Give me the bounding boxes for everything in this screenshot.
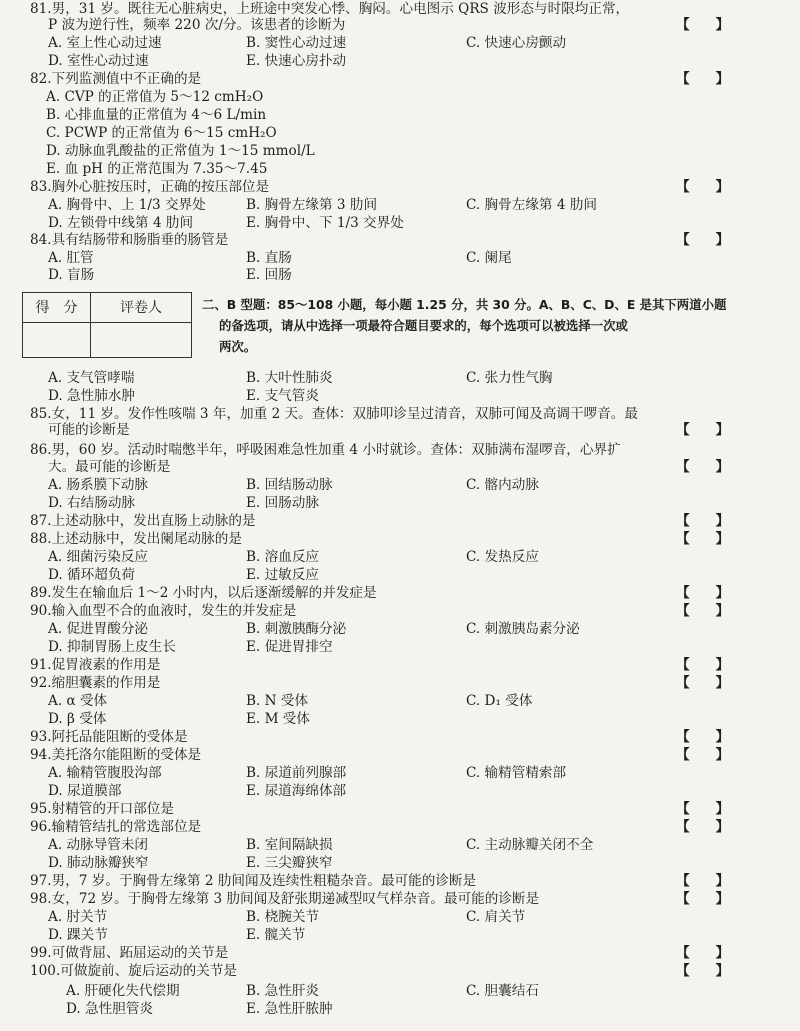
options-row <box>0 494 800 512</box>
option-b: B. 刺激胰酶分泌 <box>246 621 347 637</box>
section-2-header <box>202 294 758 357</box>
answer-bracket[interactable]: 【】 <box>676 603 756 619</box>
option-e: E. 胸骨中、下 1/3 交界处 <box>246 215 404 231</box>
options-row <box>0 214 800 232</box>
answer-bracket[interactable]: 【】 <box>676 71 756 87</box>
options-row <box>0 982 800 1000</box>
option-c: C. 胆囊结石 <box>466 983 539 999</box>
answer-bracket[interactable]: 【】 <box>676 963 756 979</box>
question-stem: 89.发生在输血后 1～2 小时内，以后逐渐缓解的并发症是 <box>30 585 377 601</box>
option-c: C. 发热反应 <box>466 549 539 565</box>
answer-bracket[interactable]: 【】 <box>676 819 756 835</box>
options-row <box>0 548 800 566</box>
option-e: E. 快速心房扑动 <box>246 53 347 69</box>
option-row <box>0 106 800 124</box>
question-93 <box>0 728 800 746</box>
options-row <box>0 908 800 926</box>
options-row <box>0 196 800 214</box>
question-86 <box>0 441 800 459</box>
question-stem: 90.输入血型不合的血液时，发生的并发症是 <box>30 603 297 619</box>
options-row <box>0 369 800 387</box>
question-98 <box>0 890 800 908</box>
answer-bracket[interactable]: 【】 <box>676 945 756 961</box>
option-row <box>0 160 800 178</box>
option-b: B. 胸骨左缘第 3 肋间 <box>246 197 378 213</box>
options-row <box>0 782 800 800</box>
option-d: D. 踝关节 <box>48 927 108 943</box>
question-stem: 93.阿托品能阻断的受体是 <box>30 729 188 745</box>
option-b: B. 室间隔缺损 <box>246 837 333 853</box>
option-d: D. 急性肺水肿 <box>48 388 136 404</box>
answer-bracket[interactable]: 【】 <box>676 179 756 195</box>
question-stem: 86.男，60 岁。活动时喘憋半年，呼吸困难急性加重 4 小时就诊。查体：双肺满布湿啰音，心界扩 <box>30 442 621 458</box>
option-row <box>0 124 800 142</box>
option-a: A. 胸骨中、上 1/3 交界处 <box>48 197 206 213</box>
question-stem: 92.缩胆囊素的作用是 <box>30 675 161 691</box>
option-c: C. 髂内动脉 <box>466 477 539 493</box>
question-stem: 96.输精管结扎的常选部位是 <box>30 819 202 835</box>
section-line: 的备选项，请从中选择一项最符合题目要求的，每个选项可以被选择一次或 <box>219 318 628 333</box>
question-86-line2 <box>0 458 800 476</box>
section-line: 二、B 型题：85～108 小题，每小题 1.25 分，共 30 分。A、B、C、D、E 是其下两道小题 <box>202 297 727 312</box>
option-d: D. 右结肠动脉 <box>48 495 136 511</box>
option-b: B. 急性肝炎 <box>246 983 320 999</box>
option-b: B. 窦性心动过速 <box>246 35 347 51</box>
options-row <box>0 926 800 944</box>
answer-bracket[interactable]: 【】 <box>676 801 756 817</box>
question-91 <box>0 656 800 674</box>
options-row <box>0 638 800 656</box>
option-c: C. 输精管精索部 <box>466 765 567 781</box>
answer-bracket[interactable]: 【】 <box>676 232 756 248</box>
option-c: C. 张力性气胸 <box>466 370 553 386</box>
option-d: D. 左锁骨中线第 4 肋间 <box>48 215 194 231</box>
answer-bracket[interactable]: 【】 <box>676 675 756 691</box>
question-stem: 大。最可能的诊断是 <box>48 459 171 475</box>
option-b: B. 心排血量的正常值为 4～6 L/min <box>46 107 267 123</box>
answer-bracket[interactable]: 【】 <box>676 657 756 673</box>
question-85-line2 <box>0 421 800 439</box>
option-e: E. 三尖瓣狭窄 <box>246 855 333 871</box>
option-e: E. 回肠 <box>246 267 292 283</box>
options-row <box>0 52 800 70</box>
section-line: 两次。 <box>219 339 257 354</box>
question-stem: 100.可做旋前、旋后运动的关节是 <box>30 963 237 979</box>
question-89 <box>0 584 800 602</box>
question-84 <box>0 231 800 249</box>
option-c: C. 肩关节 <box>466 909 526 925</box>
option-a: A. 输精管腹股沟部 <box>48 765 162 781</box>
score-cell[interactable] <box>23 323 91 357</box>
option-e: E. 回肠动脉 <box>246 495 319 511</box>
option-e: E. 支气管炎 <box>246 388 319 404</box>
question-82 <box>0 70 800 88</box>
question-stem: 82.下列监测值中不正确的是 <box>30 71 202 87</box>
answer-bracket[interactable]: 【】 <box>676 891 756 907</box>
options-row <box>0 854 800 872</box>
option-d: D. 循环超负荷 <box>48 567 136 583</box>
option-a: A. 肘关节 <box>48 909 108 925</box>
options-row <box>0 387 800 405</box>
option-d: D. 室性心动过速 <box>48 53 149 69</box>
option-d: D. 动脉血乳酸盐的正常值为 1～15 mmol/L <box>46 143 315 159</box>
option-a: A. 支气管哮喘 <box>48 370 135 386</box>
option-d: D. 盲肠 <box>48 267 95 283</box>
answer-bracket[interactable]: 【】 <box>676 585 756 601</box>
option-row <box>0 88 800 106</box>
answer-bracket[interactable]: 【】 <box>676 729 756 745</box>
options-row <box>0 249 800 267</box>
question-99 <box>0 944 800 962</box>
option-e: E. 血 pH 的正常范围为 7.35～7.45 <box>46 161 268 177</box>
option-b: B. 直肠 <box>246 250 292 266</box>
question-stem: 84.具有结肠带和肠脂垂的肠管是 <box>30 232 229 248</box>
question-stem: 88.上述动脉中，发出阑尾动脉的是 <box>30 531 242 547</box>
option-d: D. 肺动脉瓣狭窄 <box>48 855 149 871</box>
question-stem: 81.男，31 岁。既往无心脏病史，上班途中突发心悸、胸闷。心电图示 QRS 波形态与时限均正常， <box>30 1 630 17</box>
option-b: B. 尿道前列腺部 <box>246 765 347 781</box>
option-b: B. N 受体 <box>246 693 309 709</box>
option-e: E. 尿道海绵体部 <box>246 783 347 799</box>
option-c: C. PCWP 的正常值为 6～15 cmH₂O <box>46 125 277 141</box>
score-box <box>22 292 192 358</box>
option-a: A. CVP 的正常值为 5～12 cmH₂O <box>46 89 264 105</box>
options-row <box>0 566 800 584</box>
question-87 <box>0 512 800 530</box>
question-stem: 87.上述动脉中，发出直肠上动脉的是 <box>30 513 256 529</box>
options-row <box>0 764 800 782</box>
option-a: A. α 受体 <box>48 693 108 709</box>
question-100 <box>0 962 800 980</box>
question-92 <box>0 674 800 692</box>
option-b: B. 大叶性肺炎 <box>246 370 333 386</box>
option-d: D. 尿道膜部 <box>48 783 122 799</box>
question-stem: 可能的诊断是 <box>48 422 130 438</box>
question-stem: 97.男，7 岁。于胸骨左缘第 2 肋间闻及连续性粗糙杂音。最可能的诊断是 <box>30 873 477 889</box>
question-stem: 91.促胃液素的作用是 <box>30 657 161 673</box>
question-stem: 95.射精管的开口部位是 <box>30 801 174 817</box>
question-81-line2 <box>0 16 800 34</box>
option-a: A. 促进胃酸分泌 <box>48 621 149 637</box>
question-96 <box>0 818 800 836</box>
option-e: E. 过敏反应 <box>246 567 319 583</box>
question-stem: 94.美托洛尔能阻断的受体是 <box>30 747 202 763</box>
question-94 <box>0 746 800 764</box>
option-b: B. 回结肠动脉 <box>246 477 333 493</box>
option-a: A. 肝硬化失代偿期 <box>66 983 180 999</box>
answer-bracket[interactable]: 【】 <box>676 747 756 763</box>
option-c: C. 阑尾 <box>466 250 512 266</box>
option-e: E. 急性肝脓肿 <box>246 1001 333 1017</box>
option-d: D. β 受体 <box>48 711 107 727</box>
answer-bracket[interactable]: 【】 <box>676 531 756 547</box>
option-d: D. 抑制胃肠上皮生长 <box>48 639 176 655</box>
question-95 <box>0 800 800 818</box>
options-row <box>0 710 800 728</box>
question-83 <box>0 178 800 196</box>
option-e: E. 促进胃排空 <box>246 639 333 655</box>
question-stem: P 波为逆行性，频率 220 次/分。该患者的诊断为 <box>48 17 346 33</box>
options-row <box>0 692 800 710</box>
option-a: A. 动脉导管未闭 <box>48 837 149 853</box>
options-row <box>0 836 800 854</box>
option-c: C. D₁ 受体 <box>466 693 533 709</box>
option-c: C. 胸骨左缘第 4 肋间 <box>466 197 598 213</box>
option-a: A. 细菌污染反应 <box>48 549 149 565</box>
options-row <box>0 620 800 638</box>
question-88 <box>0 530 800 548</box>
options-row <box>0 266 800 284</box>
option-a: A. 肠系膜下动脉 <box>48 477 149 493</box>
option-b: B. 溶血反应 <box>246 549 320 565</box>
answer-bracket[interactable]: 【】 <box>676 873 756 889</box>
answer-bracket[interactable]: 【】 <box>676 422 756 438</box>
question-stem: 98.女，72 岁。于胸骨左缘第 3 肋间闻及舒张期递减型叹气样杂音。最可能的诊断是 <box>30 891 540 907</box>
options-row <box>0 1000 800 1018</box>
option-c: C. 刺激胰岛素分泌 <box>466 621 580 637</box>
options-row <box>0 476 800 494</box>
question-97 <box>0 872 800 890</box>
option-e: E. M 受体 <box>246 711 310 727</box>
option-a: A. 肛管 <box>48 250 94 266</box>
option-a: A. 室上性心动过速 <box>48 35 162 51</box>
option-c: C. 主动脉瓣关闭不全 <box>466 837 594 853</box>
options-row <box>0 34 800 52</box>
score-label: 得 分 <box>23 293 91 323</box>
option-c: C. 快速心房颤动 <box>466 35 567 51</box>
question-stem: 83.胸外心脏按压时，正确的按压部位是 <box>30 179 270 195</box>
answer-bracket[interactable]: 【】 <box>676 17 756 33</box>
answer-bracket[interactable]: 【】 <box>676 513 756 529</box>
option-e: E. 髋关节 <box>246 927 306 943</box>
answer-bracket[interactable]: 【】 <box>676 459 756 475</box>
grader-label: 评卷人 <box>91 293 191 323</box>
option-d: D. 急性胆管炎 <box>66 1001 154 1017</box>
question-stem: 85.女，11 岁。发作性咳喘 3 年，加重 2 天。查体：双肺叩诊呈过清音，双肺可闻及高调干啰音。最 <box>30 406 638 422</box>
option-row <box>0 142 800 160</box>
question-90 <box>0 602 800 620</box>
question-stem: 99.可做背屈、跖屈运动的关节是 <box>30 945 229 961</box>
option-b: B. 桡腕关节 <box>246 909 320 925</box>
